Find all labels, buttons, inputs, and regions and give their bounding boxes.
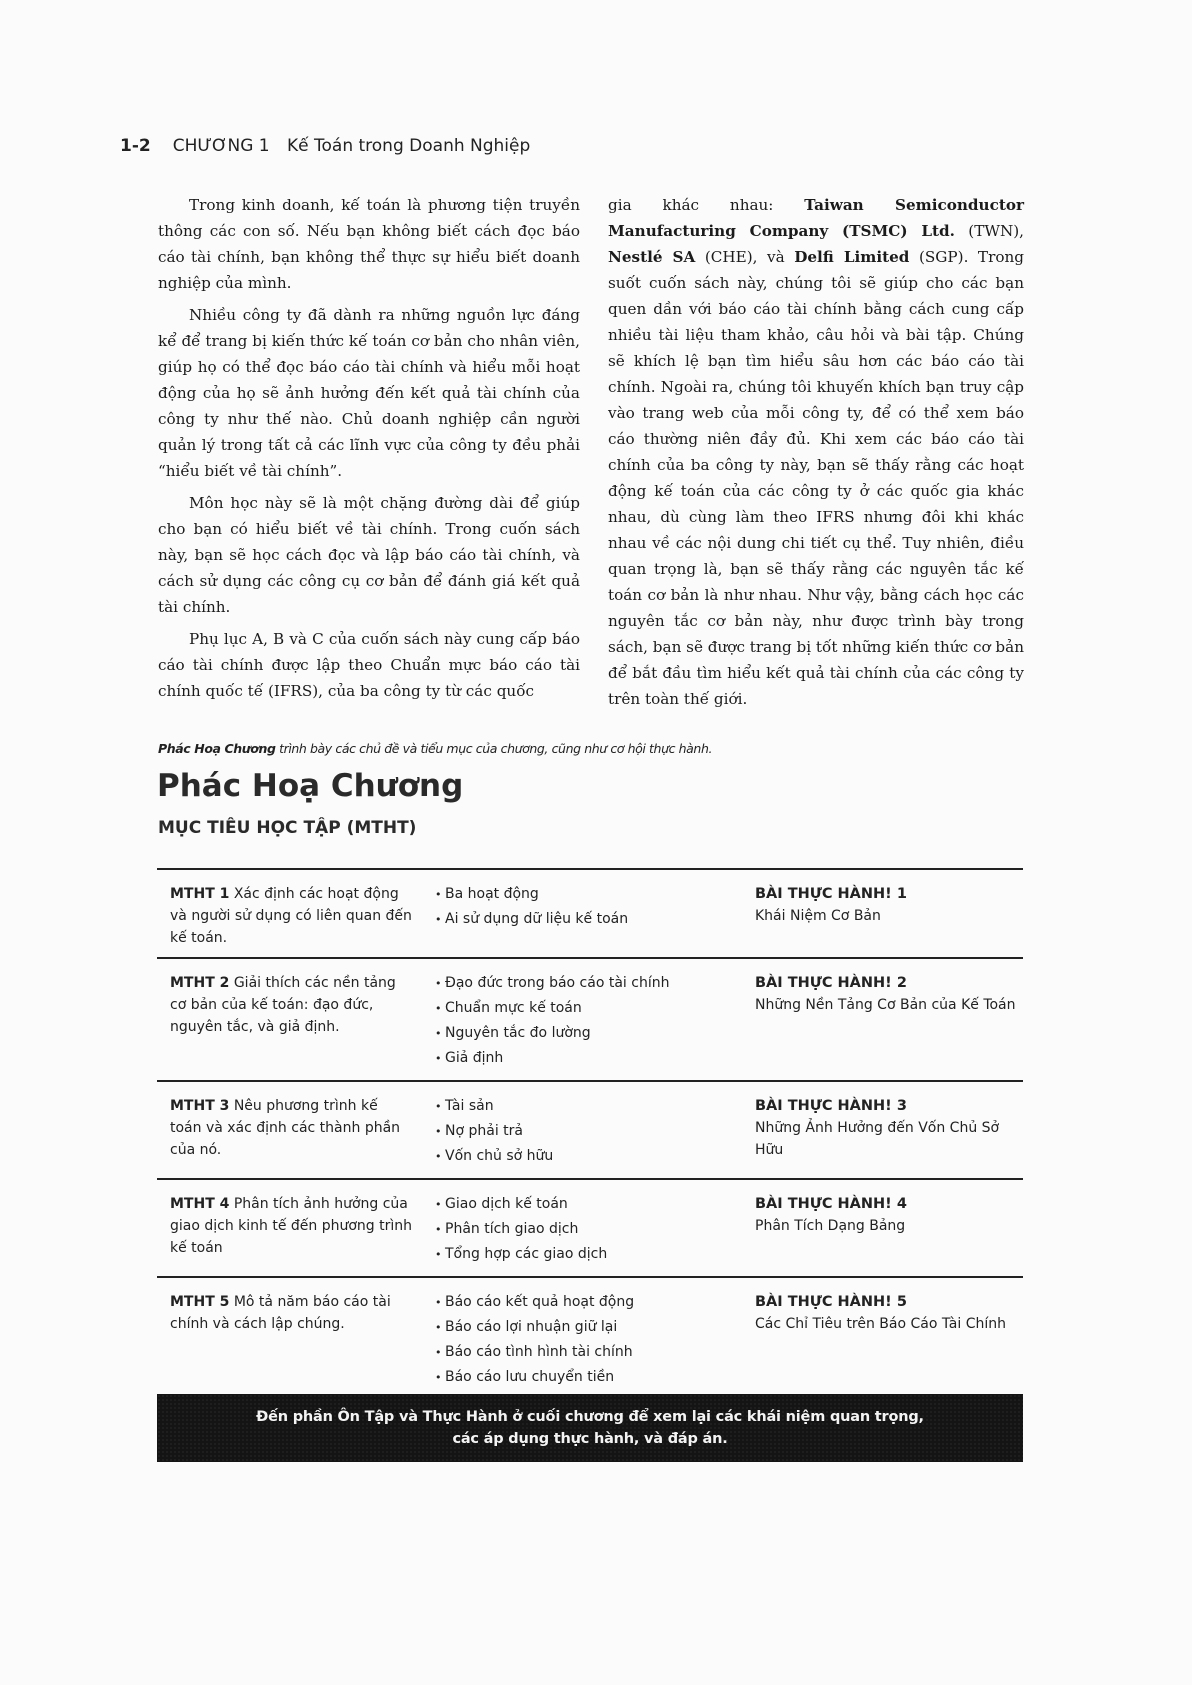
topic-list <box>425 883 743 949</box>
body-column-right <box>608 192 1024 718</box>
objective-text: Nêu phương trình kế toán và xác định các thành phần của nó. <box>170 1098 401 1158</box>
practice-title: Những Ảnh Hưởng đến Vốn Chủ Sở Hữu <box>755 1120 1000 1158</box>
practice-label: BÀI THỰC HÀNH! 5 <box>755 1294 907 1310</box>
objective-row <box>157 868 1023 957</box>
banner-line-2: các áp dụng thực hành, và đáp án. <box>452 1431 728 1447</box>
objective-description <box>157 972 425 1072</box>
topic-item: • Ba hoạt động <box>435 883 743 906</box>
learning-objectives-table <box>157 868 1023 1424</box>
objective-row <box>157 1178 1023 1276</box>
objective-code: MTHT 2 <box>170 975 230 991</box>
objective-code: MTHT 4 <box>170 1196 230 1212</box>
topic-item: • Báo cáo kết quả hoạt động <box>435 1291 743 1314</box>
objective-text: Giải thích các nền tảng cơ bản của kế toán: đạo đức, nguyên tắc, và giả định. <box>170 975 396 1035</box>
topic-item: • Báo cáo lợi nhuận giữ lại <box>435 1316 743 1339</box>
paragraph: Trong kinh doanh, kế toán là phương tiện truyền thông các con số. Nếu bạn không biết cách đọc báo cáo tài chính, bạn không thể thực sự hiểu biết doanh nghiệp của mình. <box>158 196 580 292</box>
practice-title: Phân Tích Dạng Bảng <box>755 1218 906 1234</box>
practice-box <box>743 1095 1023 1170</box>
body-column-left <box>158 192 580 710</box>
topic-item: • Phân tích giao dịch <box>435 1218 743 1241</box>
objective-description <box>157 883 425 949</box>
topic-item: • Đạo đức trong báo cáo tài chính <box>435 972 743 995</box>
topic-item: • Chuẩn mực kế toán <box>435 997 743 1020</box>
text-run: (TWN), <box>954 222 1024 240</box>
section-title: Phác Hoạ Chương <box>157 768 464 804</box>
outline-intro-note <box>158 741 712 756</box>
text-run: (SGP). Trong suốt cuốn sách này, chúng tôi sẽ giúp cho các bạn quen dần với báo cáo tài chính bằng cách cung cấp nhiều tài liệu tham khảo, câu hỏi và bài tập. Chúng sẽ khích lệ bạn tìm hiểu sâu hơn các báo cáo tài chính. Ngoài ra, chúng tôi khuyến khích bạn truy cập vào trang web của mỗi công ty, để có thể xem báo cáo thường niên đầy đủ. Khi xem các báo cáo tài chính của ba công ty này, bạn sẽ thấy rằng các hoạt động kế toán của các công ty ở các quốc gia khác nhau, dù cùng làm theo IFRS nhưng đôi khi khác nhau về các nội dung chi tiết cụ thể. Tuy nhiên, điều quan trọng là, bạn sẽ thấy rằng các nguyên tắc kế toán cơ bản là như nhau. Như vậy, bằng cách học các nguyên tắc cơ bản này, như được trình bày trong sách, bạn sẽ được trang bị tốt những kiến thức cơ bản để bắt đầu tìm hiểu kết quả tài chính của các công ty trên toàn thế giới. <box>608 248 1024 708</box>
practice-label: BÀI THỰC HÀNH! 2 <box>755 975 907 991</box>
objective-code: MTHT 5 <box>170 1294 230 1310</box>
chapter-label: CHƯƠNG 1 <box>172 136 270 156</box>
objective-text: Mô tả năm báo cáo tài chính và cách lập chúng. <box>170 1294 391 1332</box>
paragraph: Phụ lục A, B và C của cuốn sách này cung cấp báo cáo tài chính được lập theo Chuẩn mực báo cáo tài chính quốc tế (IFRS), của ba công ty từ các quốc <box>158 630 580 700</box>
paragraph: Môn học này sẽ là một chặng đường dài để giúp cho bạn có hiểu biết về tài chính. Trong cuốn sách này, bạn sẽ học cách đọc và lập báo cáo tài chính, và cách sử dụng các công cụ cơ bản để đánh giá kết quả tài chính. <box>158 494 580 616</box>
topic-item: • Nguyên tắc đo lường <box>435 1022 743 1045</box>
company-name-tsmc: Taiwan Semiconductor Manufacturing Company (TSMC) Ltd. <box>608 196 1024 240</box>
objective-description <box>157 1095 425 1170</box>
topic-list <box>425 1193 743 1268</box>
note-text: trình bày các chủ đề và tiểu mục của chương, cũng như cơ hội thực hành. <box>275 741 713 756</box>
topic-item: • Giả định <box>435 1047 743 1070</box>
practice-label: BÀI THỰC HÀNH! 3 <box>755 1098 907 1114</box>
text-run: gia khác nhau: <box>608 196 805 214</box>
objective-code: MTHT 1 <box>170 886 230 902</box>
paragraph: Nhiều công ty đã dành ra những nguồn lực đáng kể để trang bị kiến thức kế toán cơ bản cho nhân viên, giúp họ có thể đọc báo cáo tài chính và hiểu mỗi hoạt động của họ sẽ ảnh hưởng đến kết quả tài chính của công ty như thế nào. Chủ doanh nghiệp cần người quản lý trong tất cả các lĩnh vực của công ty đều phải “hiểu biết về tài chính”. <box>158 306 580 480</box>
learning-objectives-heading: MỤC TIÊU HỌC TẬP (MTHT) <box>158 818 417 838</box>
topic-item: • Ai sử dụng dữ liệu kế toán <box>435 908 743 931</box>
practice-title: Những Nền Tảng Cơ Bản của Kế Toán <box>755 997 1016 1013</box>
practice-box <box>743 883 1023 949</box>
company-name-delfi: Delfi Limited <box>794 248 910 266</box>
objective-row <box>157 1080 1023 1178</box>
objective-text: Xác định các hoạt động và người sử dụng có liên quan đến kế toán. <box>170 886 412 946</box>
objective-row <box>157 957 1023 1080</box>
review-banner <box>157 1394 1023 1462</box>
topic-list <box>425 1095 743 1170</box>
note-bold: Phác Hoạ Chương <box>158 741 276 756</box>
topic-item: • Giao dịch kế toán <box>435 1193 743 1216</box>
practice-box <box>743 1193 1023 1268</box>
objective-code: MTHT 3 <box>170 1098 230 1114</box>
banner-line-1: Đến phần Ôn Tập và Thực Hành ở cuối chương để xem lại các khái niệm quan trọng, <box>256 1409 924 1425</box>
running-head <box>120 136 530 156</box>
text-run: (CHE), và <box>695 248 795 266</box>
page-number: 1-2 <box>120 136 151 156</box>
practice-label: BÀI THỰC HÀNH! 4 <box>755 1196 907 1212</box>
practice-title: Khái Niệm Cơ Bản <box>755 908 881 924</box>
topic-item: • Báo cáo tình hình tài chính <box>435 1341 743 1364</box>
topic-list <box>425 972 743 1072</box>
practice-title: Các Chỉ Tiêu trên Báo Cáo Tài Chính <box>755 1316 1007 1332</box>
paragraph-continuation <box>608 192 1024 712</box>
topic-item: • Vốn chủ sở hữu <box>435 1145 743 1168</box>
topic-item: • Báo cáo lưu chuyển tiền <box>435 1366 743 1389</box>
practice-label: BÀI THỰC HÀNH! 1 <box>755 886 907 902</box>
topic-item: • Tài sản <box>435 1095 743 1118</box>
chapter-title: Kế Toán trong Doanh Nghiệp <box>287 136 531 156</box>
objective-text: Phân tích ảnh hưởng của giao dịch kinh tế đến phương trình kế toán <box>170 1196 413 1256</box>
objective-description <box>157 1193 425 1268</box>
company-name-nestle: Nestlé SA <box>608 248 696 266</box>
practice-box <box>743 972 1023 1072</box>
topic-item: • Tổng hợp các giao dịch <box>435 1243 743 1266</box>
topic-item: • Nợ phải trả <box>435 1120 743 1143</box>
